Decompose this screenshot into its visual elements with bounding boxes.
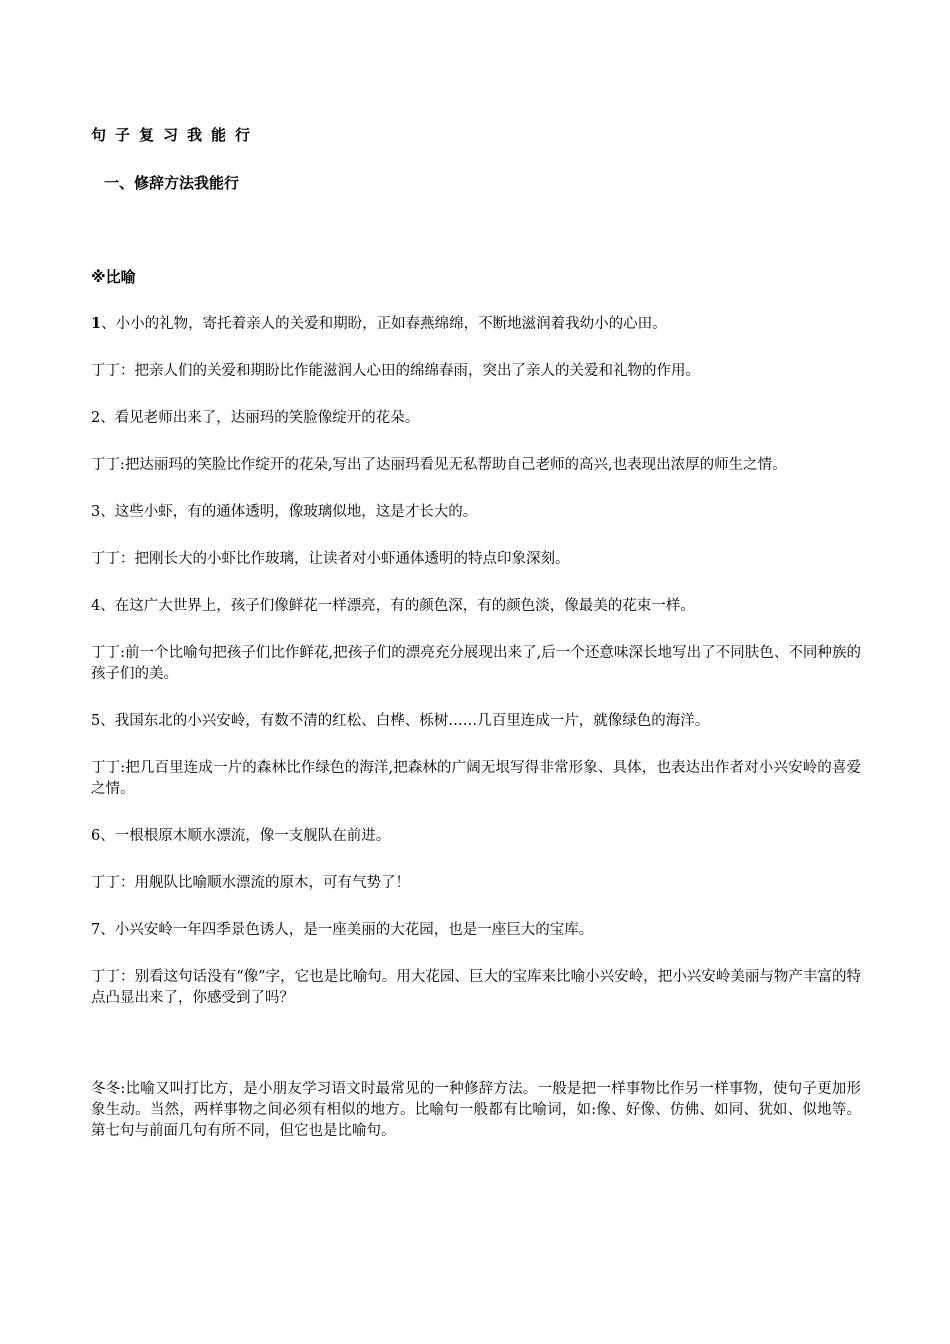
section-heading: 一、修辞方法我能行: [104, 174, 240, 192]
paragraph: 丁丁：把刚长大的小虾比作玻璃，让读者对小虾通体透明的特点印象深刻。: [91, 551, 570, 567]
paragraph: 丁丁：把亲人们的关爱和期盼比作能滋润人心田的绵绵春雨，突出了亲人的关爱和礼物的作用。: [91, 363, 700, 379]
summary-paragraph: 冬冬:比喻又叫打比方，是小朋友学习语文时最常见的一种修辞方法。一般是把一样事物比作另一样事物，使句子更加形象生动。当然，两样事物之间必须有相似的地方。比喻句一般都有比喻词，如:像、好像、仿佛、如同、犹如、似地等。第七句与前面几句有所不同，但它也是比喻句。: [91, 1081, 861, 1139]
subsection-heading: ※比喻: [91, 268, 136, 286]
paragraph-number: 1: [91, 315, 102, 332]
paragraph: 丁丁:把几百里连成一片的森林比作绿色的海洋,把森林的广阔无垠写得非常形象、具体，也表达出作者对小兴安岭的喜爱之情。: [91, 760, 861, 797]
document-body: [91, 313, 861, 1168]
paragraph: 丁丁：用舰队比喻顺水漂流的原木，可有气势了！: [91, 875, 410, 891]
paragraph: 5、我国东北的小兴安岭，有数不清的红松、白桦、栎树……几百里连成一片，就像绿色的海洋。: [91, 713, 710, 729]
paragraph: 丁丁:把达丽玛的笑脸比作绽开的花朵,写出了达丽玛看见无私帮助自己老师的高兴,也表现出浓厚的师生之情。: [91, 457, 787, 473]
paragraph: 丁丁:前一个比喻句把孩子们比作鲜花,把孩子们的漂亮充分展现出来了,后一个还意味深长地写出了不同肤色、不同种族的孩子们的美。: [91, 645, 861, 682]
paragraph: 4、在这广大世界上，孩子们像鲜花一样漂亮，有的颜色深，有的颜色淡，像最美的花束一样。: [91, 598, 695, 614]
paragraph: 3、这些小虾，有的通体透明，像玻璃似地，这是才长大的。: [91, 504, 478, 520]
paragraph: 2、看见老师出来了，达丽玛的笑脸像绽开的花朵。: [91, 410, 420, 426]
paragraph: 丁丁：别看这句话没有“像”字，它也是比喻句。用大花园、巨大的宝库来比喻小兴安岭，把小兴安岭美丽与物产丰富的特点凸显出来了，你感受到了吗？: [91, 969, 861, 1006]
document-title: 句子复习我能行: [91, 126, 260, 144]
paragraph: 7、小兴安岭一年四季景色诱人，是一座美丽的大花园，也是一座巨大的宝库。: [91, 922, 594, 938]
paragraph: [91, 313, 861, 335]
paragraph-text: 、小小的礼物，寄托着亲人的关爱和期盼，正如春燕绵绵，不断地滋润着我幼小的心田。: [101, 316, 667, 332]
paragraph: 6、一根根原木顺水漂流，像一支舰队在前进。: [91, 828, 391, 844]
